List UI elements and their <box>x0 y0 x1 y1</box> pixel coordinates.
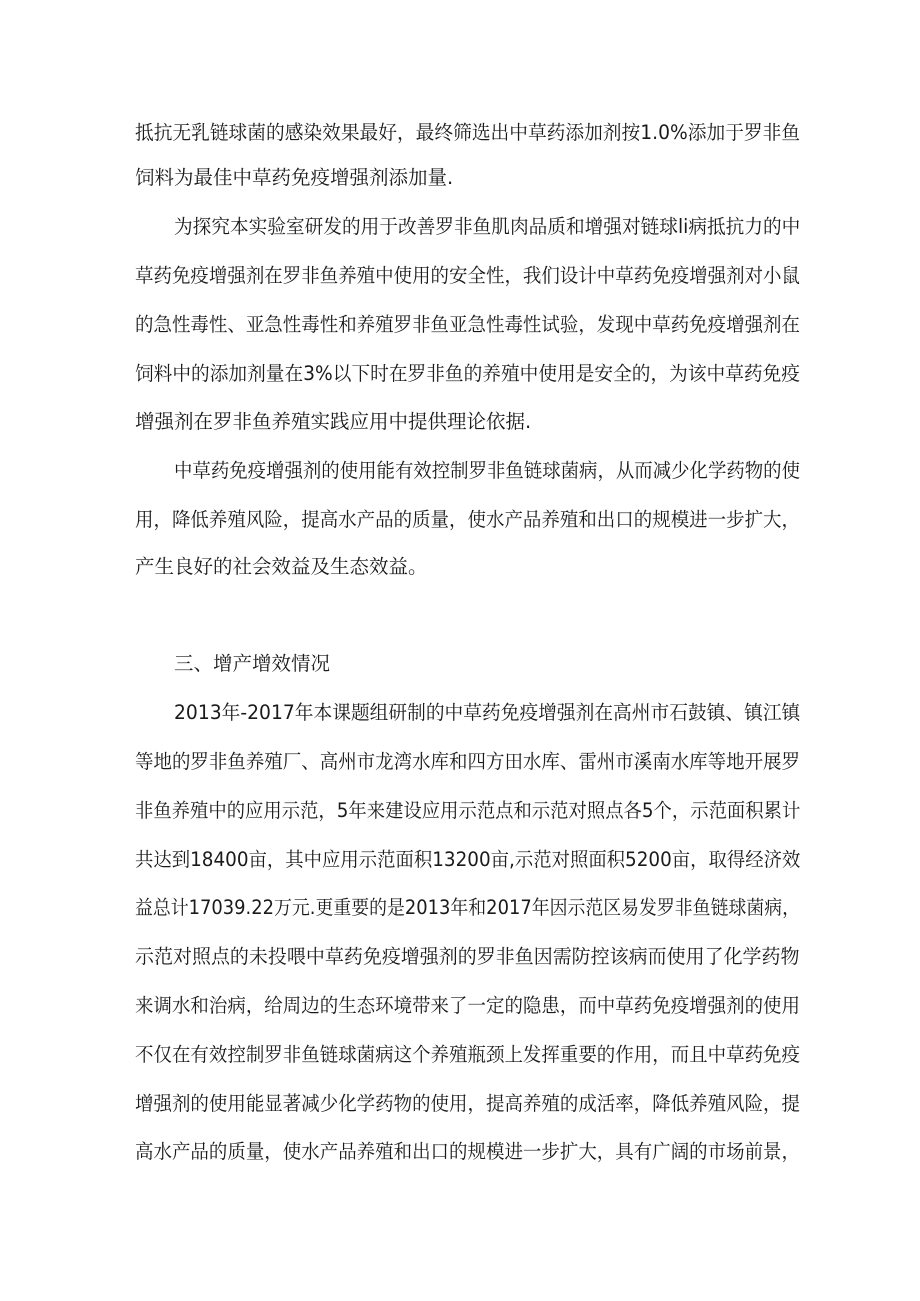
text-line: 草药免疫增强剂在罗非鱼养殖中使用的安全性，我们设计中草药免疫增强剂对小鼠 <box>135 264 801 287</box>
text-line: 产生良好的社会效益及生态效益。 <box>135 555 428 578</box>
section-heading: 三、增产增效情况 <box>174 652 331 675</box>
text-line: 的急性毒性、亚急性毒性和养殖罗非鱼亚急性毒性试验，发现中草药免疫增强剂在 <box>135 313 801 336</box>
text-line: 高水产品的质量，使水产品养殖和出口的规模进一步扩大，具有广阔的市场前景， <box>135 1140 801 1163</box>
text-line: 共达到18400亩，其中应用示范面积13200亩,示范对照面积5200亩，取得经济效 <box>135 848 801 871</box>
text-line: 抵抗无乳链球菌的感染效果最好，最终筛选出中草药添加剂按1.0%添加于罗非鱼 <box>135 121 801 144</box>
text-line: 增强剂的使用能显著减少化学药物的使用，提高养殖的成活率，降低养殖风险，提 <box>135 1092 801 1115</box>
text-line: 用，降低养殖风险，提高水产品的质量，使水产品养殖和出口的规模进一步扩大， <box>135 508 801 531</box>
text-line: 为探究本实验室研发的用于改善罗非鱼肌肉品质和增强对链球li病抵抗力的中 <box>174 215 801 238</box>
text-line: 中草药免疫增强剂的使用能有效控制罗非鱼链球菌病，从而减少化学药物的使 <box>174 459 801 482</box>
text-line: 益总计17039.22万元.更重要的是2013年和2017年因示范区易发罗非鱼链球菌病， <box>135 896 800 919</box>
text-line: 非鱼养殖中的应用示范，5年来建设应用示范点和示范对照点各5个，示范面积累计 <box>135 799 801 822</box>
text-line: 饲料为最佳中草药免疫增强剂添加量. <box>135 166 454 189</box>
text-line: 增强剂在罗非鱼养殖实践应用中提供理论依据. <box>135 410 532 433</box>
text-line: 饲料中的添加剂量在3%以下时在罗非鱼的养殖中使用是安全的，为该中草药免疫 <box>135 362 800 385</box>
text-line: 不仅在有效控制罗非鱼链球菌病这个养殖瓶颈上发挥重要的作用，而且中草药免疫 <box>135 1043 801 1066</box>
text-line: 等地的罗非鱼养殖厂、高州市龙湾水库和四方田水库、雷州市溪南水库等地开展罗 <box>135 750 801 773</box>
text-line: 来调水和治病，给周边的生态环境带来了一定的隐患，而中草药免疫增强剂的使用 <box>135 994 801 1017</box>
text-line: 示范对照点的未投喂中草药免疫增强剂的罗非鱼因需防控该病而使用了化学药物 <box>135 945 800 968</box>
text-line: 2013年-2017年本课题组研制的中草药免疫增强剂在高州市石鼓镇、镇江镇 <box>174 701 801 724</box>
